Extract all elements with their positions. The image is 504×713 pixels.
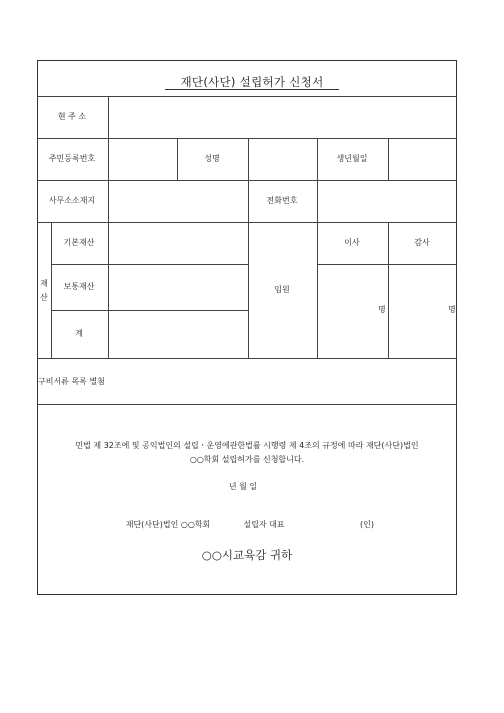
label-address: 현 주 소 bbox=[57, 112, 87, 121]
label-name: 성명 bbox=[204, 154, 220, 163]
row-divider bbox=[37, 180, 457, 181]
label-auditor: 감사 bbox=[414, 238, 430, 247]
label-office-location: 사무소소재지 bbox=[48, 196, 96, 205]
label-director: 이사 bbox=[344, 238, 360, 247]
row-divider bbox=[37, 222, 457, 223]
row-divider bbox=[37, 358, 457, 359]
label-officers: 임원 bbox=[274, 285, 290, 294]
application-date: 년 월 일 bbox=[228, 482, 258, 491]
label-basic-property: 기본재산 bbox=[63, 238, 95, 247]
form-title: 재단(사단) 설립허가 신청서 bbox=[180, 75, 324, 89]
label-attached-documents: 구비서류 목록 별첨 bbox=[38, 377, 105, 386]
row-divider bbox=[51, 310, 248, 311]
recipient: ○○시교육감 귀하 bbox=[201, 548, 293, 562]
row-divider bbox=[37, 138, 457, 139]
col-divider bbox=[317, 138, 318, 358]
row-divider bbox=[317, 264, 457, 265]
declaration-line-2: ○○학회 설립허가를 신청합니다. bbox=[189, 455, 305, 464]
label-birthdate: 생년월일 bbox=[336, 154, 368, 163]
seal-mark: (인) bbox=[360, 520, 374, 529]
label-property-group: 재산 bbox=[40, 279, 48, 302]
col-divider bbox=[51, 222, 52, 358]
col-divider bbox=[248, 138, 249, 358]
col-divider bbox=[177, 138, 178, 180]
col-divider bbox=[388, 222, 389, 358]
row-divider bbox=[37, 96, 457, 97]
row-divider bbox=[37, 404, 457, 405]
label-total: 계 bbox=[75, 329, 83, 338]
title-underline bbox=[165, 89, 339, 90]
declaration-line-1: 민법 제 32조에 및 공익법인의 설립ㆍ운영에관한법률 시행령 제 4조의 규정에 따라 재단(사단)법인 bbox=[75, 441, 419, 450]
label-phone: 전화번호 bbox=[266, 196, 298, 205]
label-ordinary-property: 보통재산 bbox=[63, 282, 95, 291]
auditor-count-unit: 명 bbox=[448, 305, 456, 314]
founder-representative: 설립자 대표 bbox=[243, 520, 285, 529]
application-form bbox=[37, 60, 457, 595]
col-divider bbox=[388, 138, 389, 180]
director-count-unit: 명 bbox=[378, 305, 386, 314]
row-divider bbox=[51, 264, 248, 265]
applicant-corporation: 재단(사단)법인 ○○학회 bbox=[125, 520, 211, 529]
col-divider bbox=[108, 96, 109, 358]
label-resident-number: 주민등록번호 bbox=[48, 154, 96, 163]
